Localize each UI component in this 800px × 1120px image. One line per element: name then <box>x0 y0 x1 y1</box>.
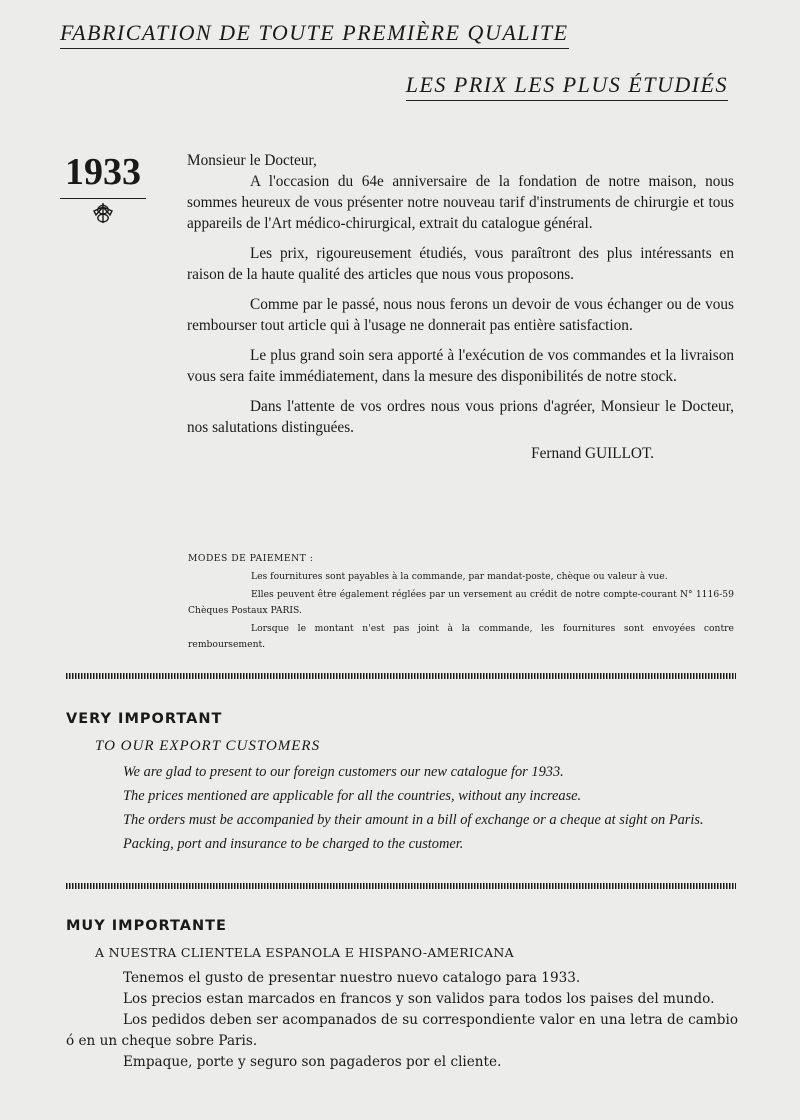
spanish-paragraph: Los precios estan marcados en francos y son validos para todos los paises del mundo. <box>123 991 715 1007</box>
payment-title: MODES DE PAIEMENT : <box>188 553 314 564</box>
dotted-separator <box>66 883 736 889</box>
letter-paragraph: Dans l'attente de vos ordres nous vous prions d'agréer, Monsieur le Docteur, nos salutations distinguées. <box>187 398 734 436</box>
spanish-paragraph: Tenemos el gusto de presentar nuestro nuevo catalogo para 1933. <box>123 970 581 986</box>
dotted-separator <box>66 673 736 679</box>
letter-paragraph: Comme par le passé, nous nous ferons un devoir de vous échanger ou de vous rembourser tout article qui à l'usage ne donnerait pas entière satisfaction. <box>187 296 734 334</box>
letter-paragraph: A l'occasion du 64e anniversaire de la fondation de notre maison, nous sommes heureux de vous présenter notre nouveau tarif d'instruments de chirurgie et tous appareils de l'Art médico-chirurgical, extrait du catalogue général. <box>187 173 734 232</box>
letter-paragraph: Les prix, rigoureusement étudiés, vous paraîtront des plus intéressants en raison de la haute qualité des articles que nous vous proposons. <box>187 245 734 283</box>
year-heading: 1933 <box>65 151 141 193</box>
spanish-paragraph: Empaque, porte y seguro son pagaderos por el cliente. <box>123 1054 502 1070</box>
letter-greeting: Monsieur le Docteur, <box>187 152 317 169</box>
payment-paragraph: Lorsque le montant n'est pas joint à la commande, les fournitures sont envoyées contre remboursement. <box>188 623 734 650</box>
payment-section <box>188 551 734 655</box>
header-quality-line: FABRICATION DE TOUTE PREMIÈRE QUALITE <box>60 20 569 49</box>
payment-paragraph: Les fournitures sont payables à la commande, par mandat-poste, chèque ou valeur à vue. <box>251 571 668 582</box>
english-paragraph: The prices mentioned are applicable for all the countries, without any increase. <box>123 788 582 804</box>
english-paragraph: Packing, port and insurance to be charged to the customer. <box>123 836 464 852</box>
english-section-subtitle: TO OUR EXPORT CUSTOMERS <box>95 738 321 754</box>
spanish-section-body <box>66 968 738 1073</box>
letter-body <box>187 150 734 473</box>
spanish-paragraph: Los pedidos deben ser acompanados de su correspondiente valor en una letra de cambio ó en un cheque sobre Paris. <box>66 1012 738 1049</box>
year-underline <box>60 198 146 199</box>
english-paragraph: The orders must be accompanied by their amount in a bill of exchange or a cheque at sight on Paris. <box>123 812 704 828</box>
payment-paragraph: Elles peuvent être également réglées par un versement au crédit de notre compte-courant N° 1116-59 Chèques Postaux PARIS. <box>188 589 734 616</box>
english-section-body <box>66 762 736 858</box>
english-paragraph: We are glad to present to our foreign customers our new catalogue for 1933. <box>123 764 564 780</box>
caduceus-icon <box>88 201 118 225</box>
english-section-title: VERY IMPORTANT <box>66 711 223 727</box>
letter-paragraph: Le plus grand soin sera apporté à l'exécution de vos commandes et la livraison vous sera faite immédiatement, dans la mesure des disponibilités de notre stock. <box>187 347 734 385</box>
spanish-section-subtitle: A NUESTRA CLIENTELA ESPANOLA E HISPANO-AMERICANA <box>95 945 514 960</box>
letter-signature: Fernand GUILLOT. <box>531 445 654 462</box>
spanish-section-title: MUY IMPORTANTE <box>66 918 227 934</box>
header-prices-line: LES PRIX LES PLUS ÉTUDIÉS <box>406 72 728 101</box>
